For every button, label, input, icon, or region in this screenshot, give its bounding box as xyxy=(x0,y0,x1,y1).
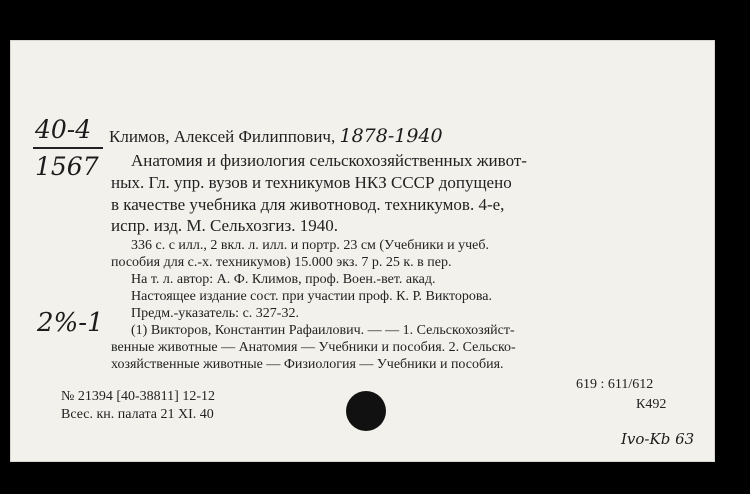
chamber-stamp: Всес. кн. палата 21 XI. 40 xyxy=(61,407,214,422)
author-heading xyxy=(109,127,443,146)
title-line-2: ных. Гл. упр. вузов и техникумов НКЗ СССР допущено xyxy=(111,173,512,192)
description-line-5: Предм.-указатель: с. 327-32. xyxy=(131,306,299,321)
description-line-3: На т. л. автор: А. Ф. Климов, проф. Воен.-вет. акад. xyxy=(131,272,436,287)
description-line-4: Настоящее издание сост. при участии проф. К. Р. Викторова. xyxy=(131,289,493,304)
catalog-card xyxy=(10,40,715,462)
shelf-mark-top: 40-4 xyxy=(35,115,92,144)
author-dates: 1878-1940 xyxy=(339,125,443,147)
shelf-mark-divider xyxy=(33,147,103,149)
tracings-line-2: венные животные — Анатомия — Учебники и пособия. 2. Сельско- xyxy=(111,340,516,355)
title-line-4: испр. изд. М. Сельхозгиз. 1940. xyxy=(111,216,338,235)
title-line-3: в качестве учебника для животновод. техникумов. 4-е, xyxy=(111,195,505,214)
left-handwritten-mark: 2%-1 xyxy=(37,308,104,338)
corner-handwriting: Ivo-Kb 63 xyxy=(621,430,695,448)
record-number: № 21394 [40-38811] 12-12 xyxy=(61,389,215,404)
description-line-1: 336 с. с илл., 2 вкл. л. илл. и портр. 23 см (Учебники и учеб. xyxy=(131,238,490,253)
author-name: Климов, Алексей Филиппович, xyxy=(109,127,336,146)
title-line-1: Анатомия и физиология сельскохозяйственных живот- xyxy=(131,151,527,170)
shelf-mark-bottom: 1567 xyxy=(35,152,99,181)
tracings-line-1: (1) Викторов, Константин Рафаилович. — — 1. Сельскохозяйст- xyxy=(131,323,515,338)
description-line-2: пособия для с.-х. техникумов) 15.000 экз. 7 р. 25 к. в пер. xyxy=(111,255,452,270)
punch-hole xyxy=(346,391,386,431)
classification-number: 619 : 611/612 xyxy=(576,377,654,392)
tracings-line-3: хозяйственные животные — Физиология — Учебники и пособия. xyxy=(111,357,504,372)
cutter-number: К492 xyxy=(636,397,667,412)
